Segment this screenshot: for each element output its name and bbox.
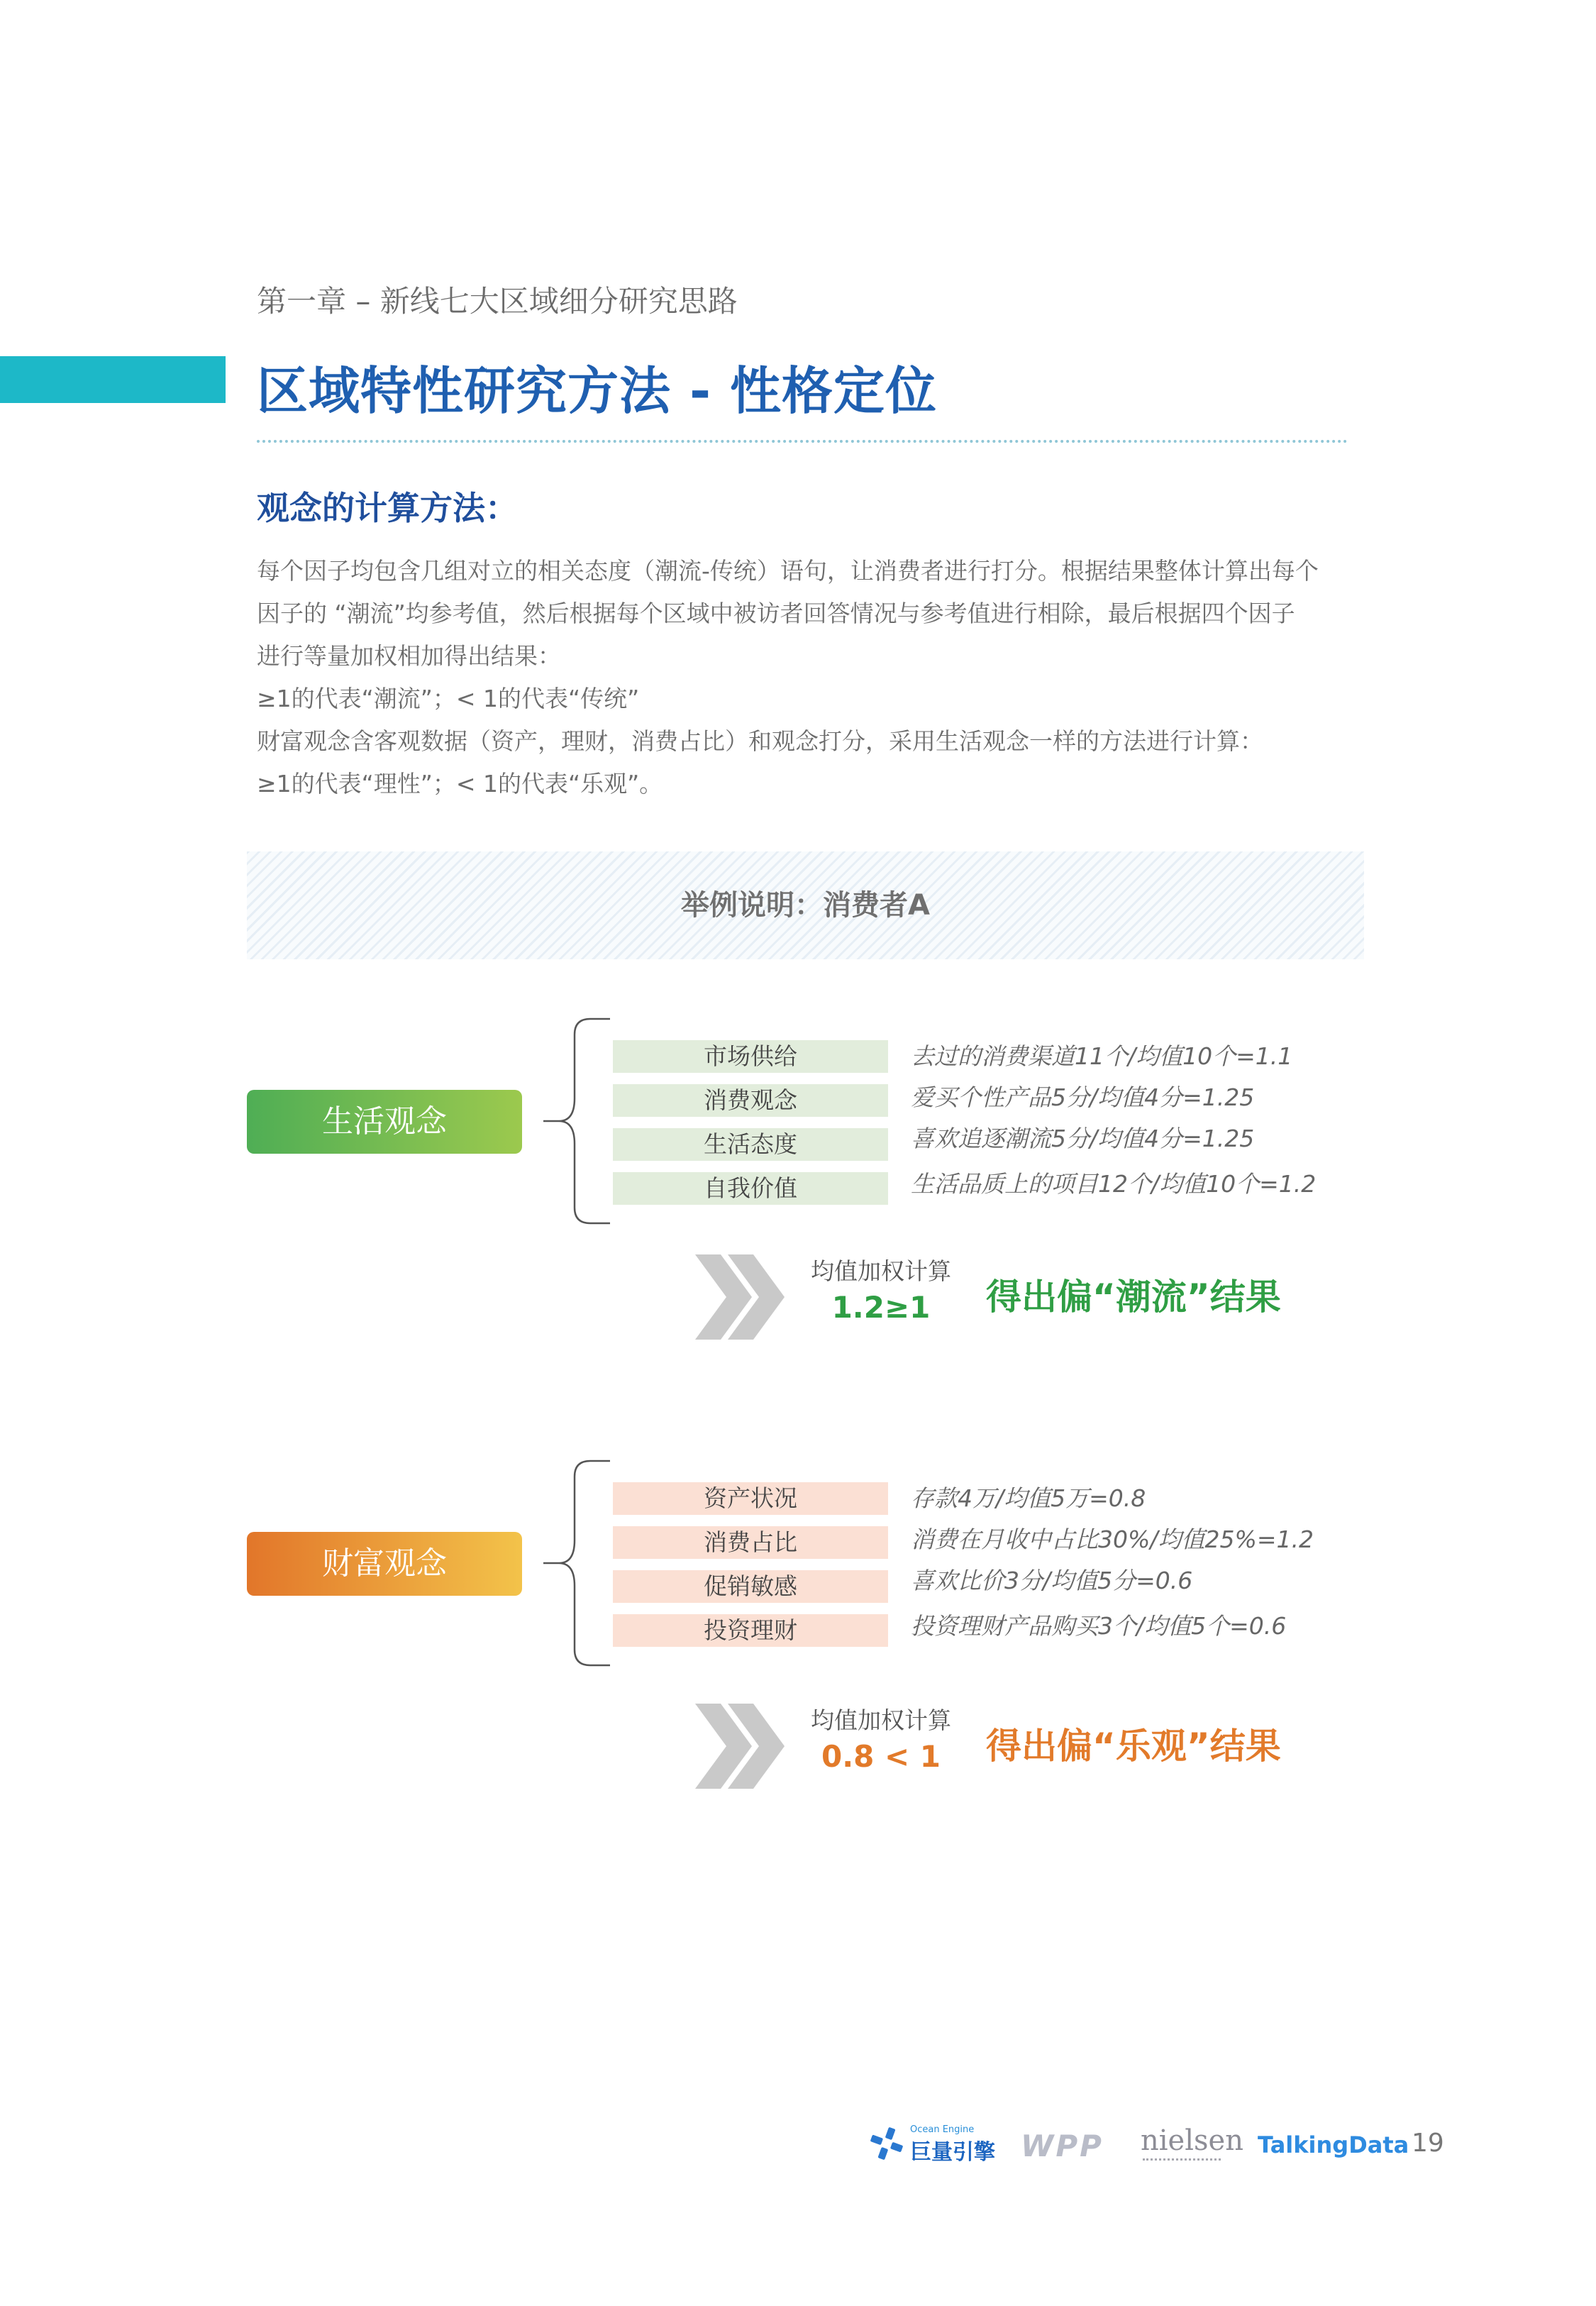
double-chevron-icon (695, 1254, 787, 1340)
factor-label: 促销敏感 (613, 1570, 888, 1603)
result-text: 得出偏“潮流”结果 (986, 1276, 1281, 1318)
example-banner (247, 851, 1364, 959)
example-label: 举例说明：消费者A (681, 889, 930, 922)
group-label: 财富观念 (247, 1532, 522, 1596)
factor-label: 投资理财 (613, 1614, 888, 1647)
factor-description: 存款4万/均值5万=0.8 (911, 1484, 1146, 1512)
result-text: 得出偏“乐观”结果 (986, 1726, 1281, 1767)
paragraph-line: 财富观念含客观数据（资产，理财，消费占比）和观念打分，采用生活观念一样的方法进行计算： (257, 727, 1263, 755)
paragraph-line: 因子的 “潮流”均参考值，然后根据每个区域中被访者回答情况与参考值进行相除，最后根据四个因子 (257, 600, 1295, 627)
bracket-icon (539, 1457, 617, 1670)
chapter-heading: 第一章 – 新线七大区域细分研究思路 (257, 284, 738, 319)
factor-description: 爱买个性产品5分/均值4分=1.25 (911, 1083, 1255, 1111)
title-accent-bar (0, 356, 226, 403)
factor-description: 喜欢比价3分/均值5分=0.6 (911, 1567, 1193, 1594)
ocean-engine-cn: 巨量引擎 (910, 2140, 995, 2165)
method-paragraph (257, 550, 1363, 805)
factor-label: 自我价值 (613, 1172, 888, 1205)
factor-description: 生活品质上的项目12个/均值10个=1.2 (911, 1170, 1317, 1198)
page-title: 区域特性研究方法 - 性格定位 (257, 361, 938, 421)
section-title: 观念的计算方法： (257, 489, 518, 527)
paragraph-line: 进行等量加权相加得出结果： (257, 642, 561, 670)
group-label: 生活观念 (247, 1090, 522, 1154)
paragraph-line: ≥1的代表“潮流”；< 1的代表“传统” (257, 685, 640, 712)
calc-value: 1.2≥1 (831, 1290, 931, 1325)
ocean-engine-en: Ocean Engine (910, 2124, 975, 2135)
calc-value: 0.8 < 1 (821, 1739, 941, 1774)
footer (869, 2122, 1458, 2171)
nielsen-dots (1143, 2158, 1221, 2161)
factor-label: 生活态度 (613, 1128, 888, 1161)
page-number: 19 (1412, 2129, 1444, 2158)
factor-label: 消费占比 (613, 1526, 888, 1559)
talkingdata-logo: TalkingData (1258, 2131, 1409, 2158)
calc-label: 均值加权计算 (811, 1257, 951, 1285)
wealth-concept-group (0, 1457, 1596, 1854)
wpp-logo: WPP (1021, 2129, 1104, 2163)
factor-label: 市场供给 (613, 1040, 888, 1073)
paragraph-line: 每个因子均包含几组对立的相关态度（潮流-传统）语句，让消费者进行打分。根据结果整体计算出每个 (257, 557, 1319, 585)
nielsen-logo: nielsen (1141, 2124, 1243, 2157)
factor-description: 消费在月收中占比30%/均值25%=1.2 (911, 1526, 1314, 1553)
factor-label: 消费观念 (613, 1084, 888, 1117)
factor-description: 喜欢追逐潮流5分/均值4分=1.25 (911, 1125, 1255, 1152)
calc-label: 均值加权计算 (811, 1706, 951, 1734)
double-chevron-icon (695, 1704, 787, 1789)
life-concept-group (0, 1015, 1596, 1412)
bracket-icon (539, 1015, 617, 1228)
factor-description: 去过的消费渠道11个/均值10个=1.1 (911, 1042, 1293, 1070)
title-divider (257, 440, 1348, 443)
factor-description: 投资理财产品购买3个/均值5个=0.6 (911, 1612, 1287, 1640)
ocean-engine-logo-icon (869, 2126, 904, 2161)
factor-label: 资产状况 (613, 1482, 888, 1515)
paragraph-line: ≥1的代表“理性”；< 1的代表“乐观”。 (257, 770, 663, 798)
